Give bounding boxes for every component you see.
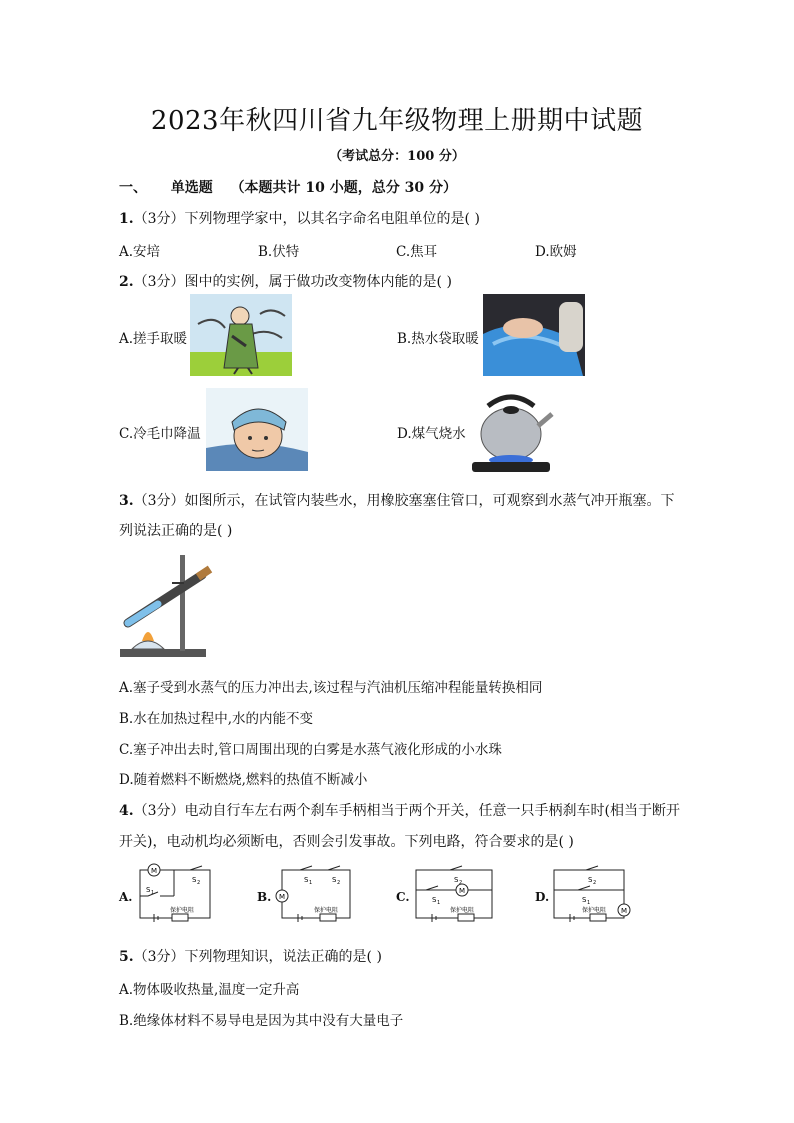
question-score: （3分） [133, 949, 185, 965]
question-text-line1: 电动自行车左右两个刹车手柄相当于两个开关，任意一只手柄刹车时(相当于断开 [184, 803, 681, 819]
question-1 [119, 208, 480, 228]
q5-option-b: B.绝缘体材料不易导电是因为其中没有大量电子 [119, 1013, 404, 1029]
question-number: 2. [119, 274, 134, 290]
q4-option-c: C. [396, 890, 410, 904]
switch-s1-label: S [582, 896, 587, 904]
question-text: 图中的实例，属于做功改变物体内能的是( ) [184, 274, 452, 290]
switch-s1-subscript: 1 [151, 890, 155, 896]
q4-option-b: B. [257, 890, 272, 904]
question-score: （3分） [133, 493, 185, 509]
question-3 [119, 490, 675, 510]
question-score: （3分） [133, 274, 185, 290]
q2-option-d: D.煤气烧水 [397, 426, 466, 442]
switch-s1-subscript: 1 [587, 900, 591, 906]
circuit-d-diagram [548, 860, 634, 930]
switch-s2-label: S [588, 876, 593, 884]
switch-s2-label: S [332, 876, 337, 884]
resistor-label: 保护电阻 [582, 907, 607, 914]
switch-s2-label: S [454, 876, 459, 884]
switch-s1-subscript: 1 [437, 900, 441, 906]
motor-label: M [279, 893, 286, 901]
circuit-b-diagram [270, 860, 360, 930]
q1-option-b: B.伏特 [258, 244, 300, 260]
q2-option-c: C.冷毛巾降温 [119, 426, 201, 442]
motor-label: M [621, 907, 628, 915]
switch-s2-subscript: 2 [459, 880, 463, 886]
question-number: 1. [119, 211, 134, 227]
question-number: 3. [119, 493, 134, 509]
switch-s2-subscript: 2 [197, 880, 201, 886]
switch-s1-label: S [304, 876, 309, 884]
switch-s1-label: S [146, 886, 151, 894]
switch-s2-subscript: 2 [337, 880, 341, 886]
circuit-a-diagram [134, 860, 216, 930]
resistor-label: 保护电阻 [314, 907, 339, 914]
q3-option-d: D.随着燃料不断燃烧,燃料的热值不断减小 [119, 772, 368, 788]
q2-option-a: A.搓手取暖 [119, 331, 188, 347]
question-4-line2: 开关)，电动机均必须断电，否则会引发事故。下列电路，符合要求的是( ) [119, 834, 574, 850]
q1-option-d: D.欧姆 [535, 244, 577, 260]
question-score: （3分） [133, 211, 185, 227]
resistor-label: 保护电阻 [170, 907, 195, 914]
q3-option-c: C.塞子冲出去时,管口周围出现的白雾是水蒸气液化形成的小水珠 [119, 742, 502, 758]
q1-option-c: C.焦耳 [396, 244, 438, 260]
test-tube-apparatus-illustration [118, 553, 214, 659]
circuit-c-diagram [410, 860, 498, 930]
rubbing-hands-illustration [190, 294, 292, 376]
gas-kettle-illustration [468, 384, 554, 474]
question-2 [119, 271, 452, 291]
q2-option-b: B.热水袋取暖 [397, 331, 479, 347]
question-text: 下列物理知识，说法正确的是( ) [184, 949, 382, 965]
switch-s1-label: S [432, 896, 437, 904]
section-number: 一、 [119, 180, 147, 196]
question-3-line2: 列说法正确的是( ) [119, 523, 233, 539]
page-subtitle: （考试总分：100 分） [329, 149, 465, 164]
question-score: （3分） [133, 803, 185, 819]
section-header [119, 177, 457, 197]
section-info: （本题共计 10 小题，总分 30 分） [230, 180, 457, 196]
page-title: 2023年秋四川省九年级物理上册期中试题 [150, 106, 644, 136]
switch-s1-subscript: 1 [309, 880, 313, 886]
question-5 [119, 946, 382, 966]
q5-option-a: A.物体吸收热量,温度一定升高 [119, 982, 300, 998]
q4-option-d: D. [535, 890, 550, 904]
section-name: 单选题 [170, 180, 213, 196]
question-number: 4. [119, 803, 134, 819]
q3-option-b: B.水在加热过程中,水的内能不变 [119, 711, 314, 727]
question-text-line1: 如图所示，在试管内装些水，用橡胶塞塞住管口，可观察到水蒸气冲开瓶塞。下 [184, 493, 675, 509]
resistor-label: 保护电阻 [450, 907, 475, 914]
switch-s2-label: S [192, 876, 197, 884]
motor-label: M [151, 867, 158, 875]
hot-water-bag-illustration [483, 294, 585, 376]
cold-towel-illustration [206, 388, 308, 471]
switch-s2-subscript: 2 [593, 880, 597, 886]
question-number: 5. [119, 949, 134, 965]
question-text: 下列物理学家中，以其名字命名电阻单位的是( ) [184, 211, 480, 227]
q1-option-a: A.安培 [119, 244, 161, 260]
q3-option-a: A.塞子受到水蒸气的压力冲出去,该过程与汽油机压缩冲程能量转换相同 [119, 680, 543, 696]
question-4 [119, 800, 680, 820]
q4-option-a: A. [119, 890, 133, 904]
motor-label: M [459, 887, 466, 895]
